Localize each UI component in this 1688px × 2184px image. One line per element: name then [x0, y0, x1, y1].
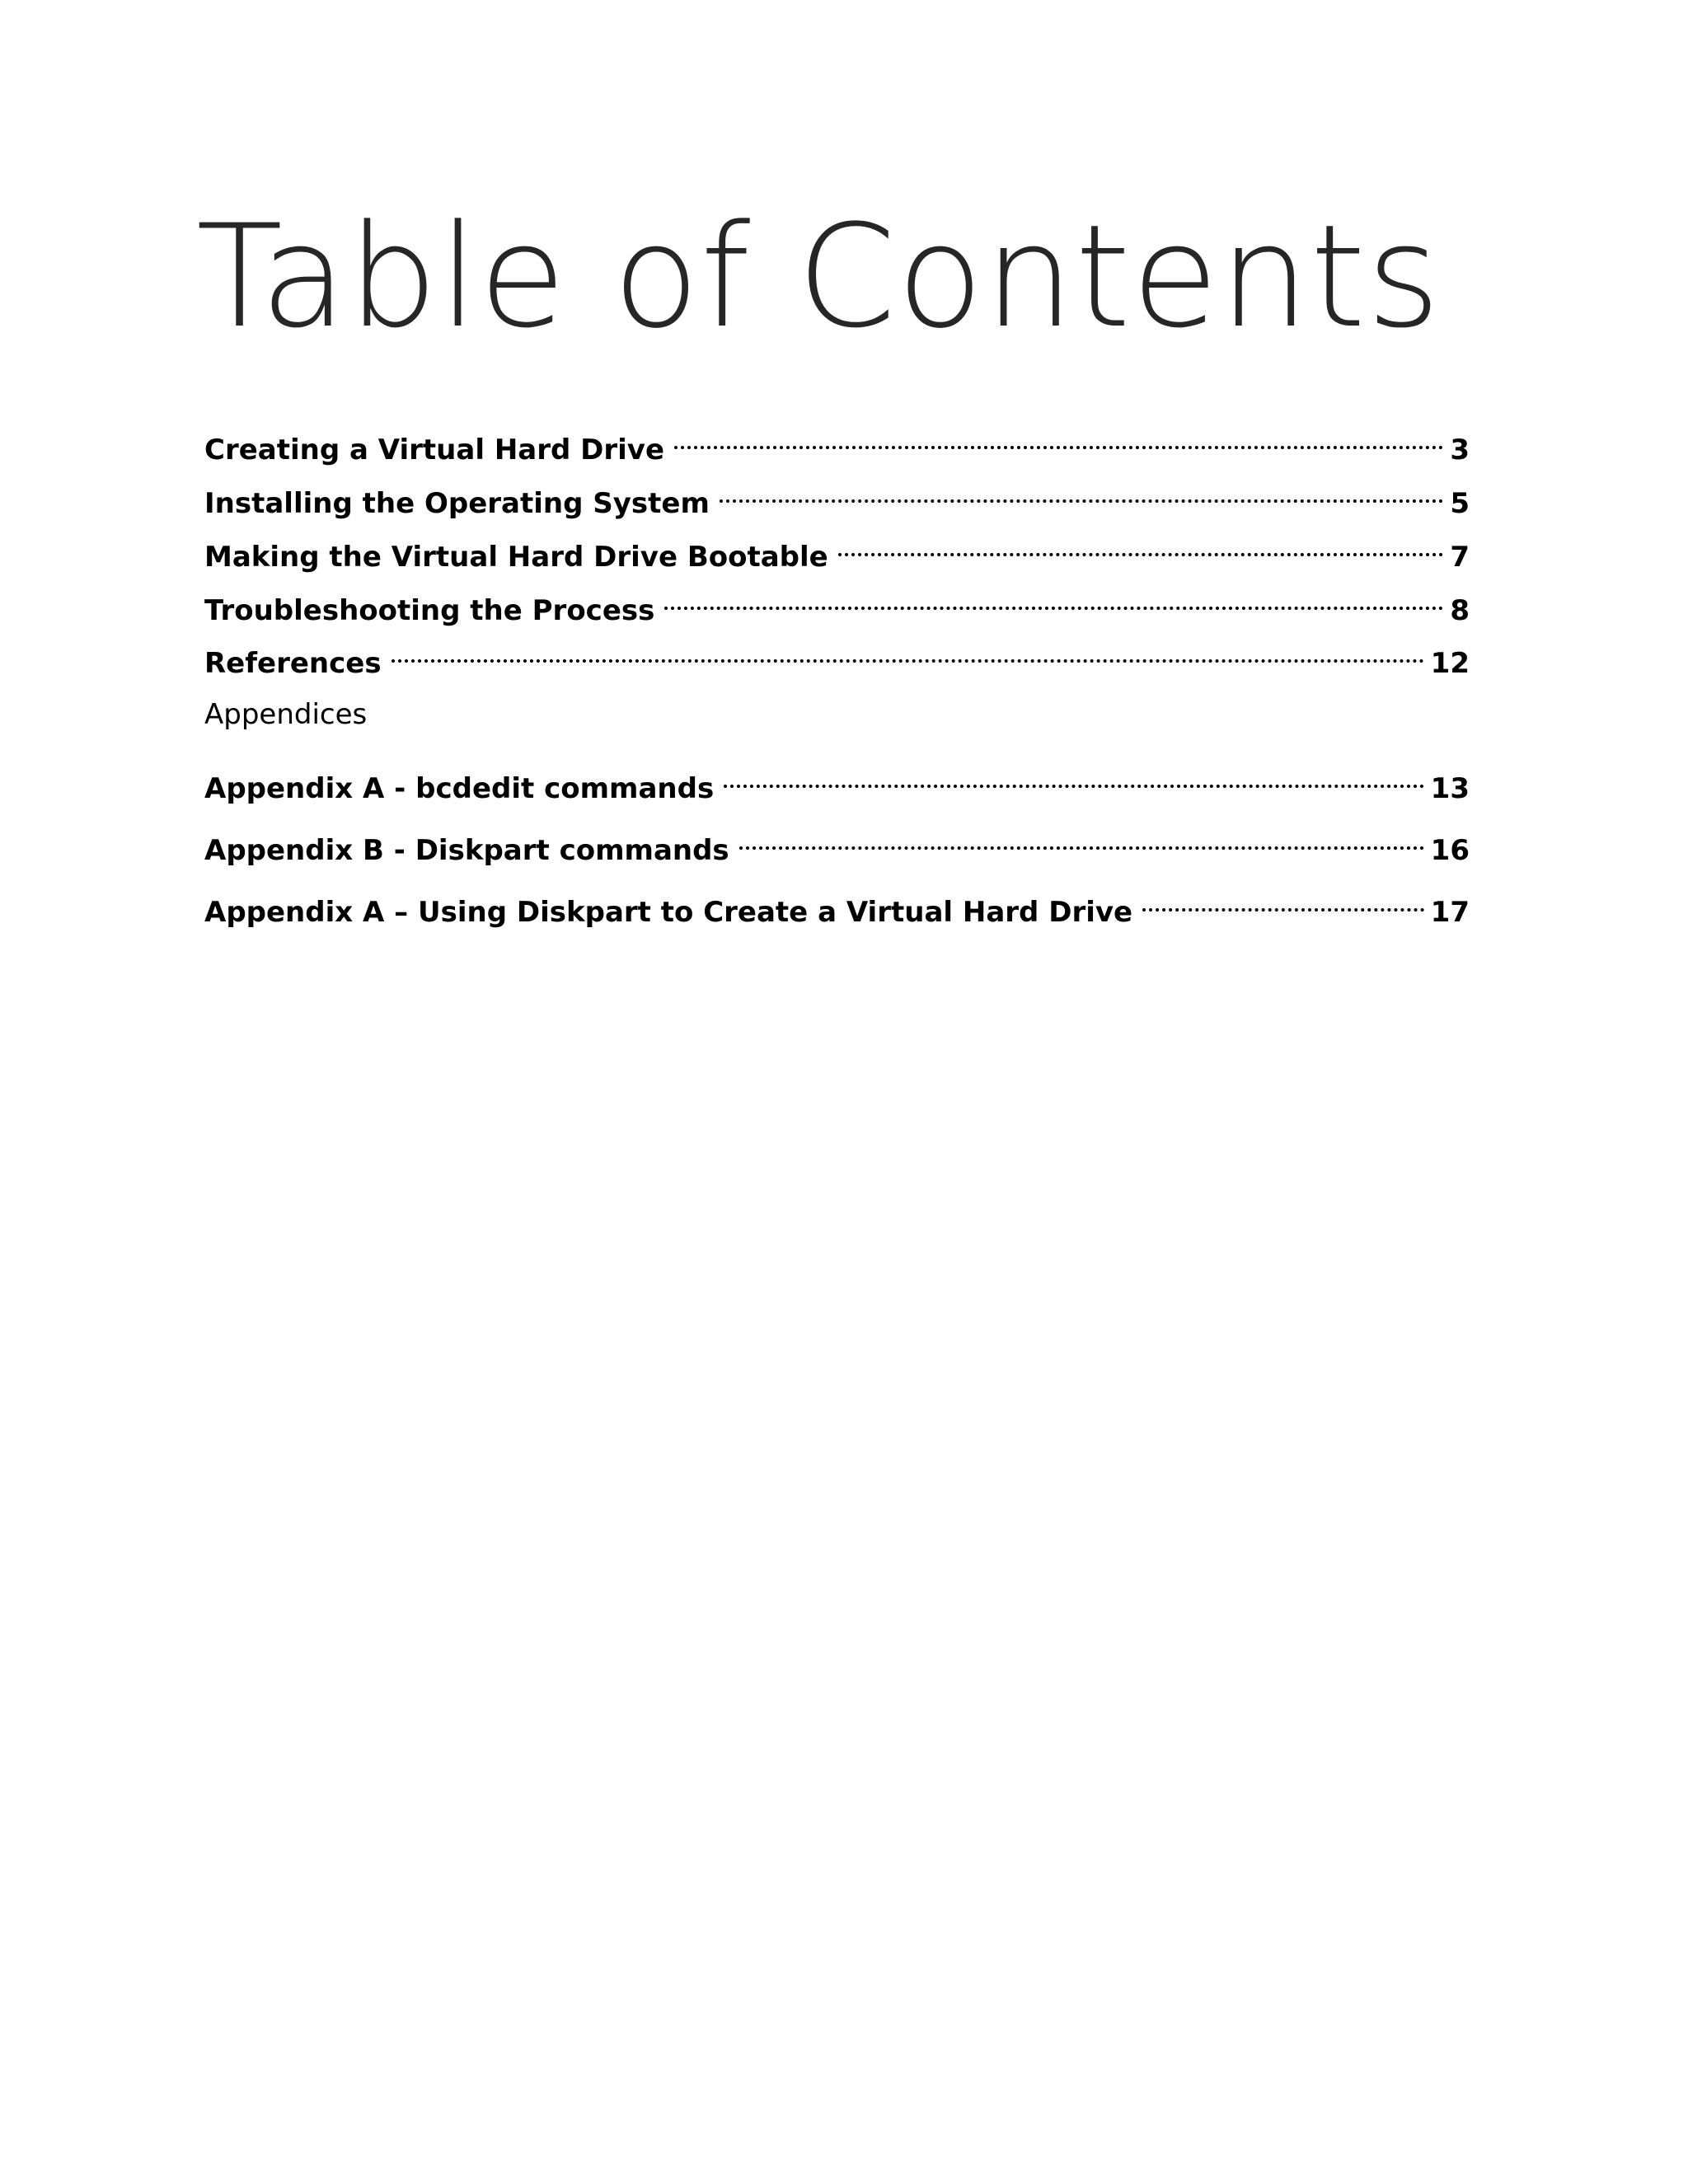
- dot-leader: [739, 818, 1424, 860]
- toc-entry[interactable]: [204, 418, 1470, 466]
- page-title: Table of Contents: [196, 194, 1442, 359]
- toc-entry-label: Appendix A - bcdedit commands: [204, 772, 715, 805]
- dot-leader: [392, 631, 1424, 673]
- toc-entry-label: Appendix B - Diskpart commands: [204, 834, 729, 867]
- appendices-heading: Appendices: [204, 698, 368, 731]
- dot-leader: [1142, 880, 1424, 921]
- toc-entry-page: 8: [1450, 594, 1470, 627]
- toc-entry-label: Creating a Virtual Hard Drive: [204, 434, 665, 466]
- toc-entry-page: 16: [1430, 834, 1470, 867]
- toc-entry[interactable]: [204, 579, 1470, 627]
- toc-entry[interactable]: [204, 757, 1470, 805]
- toc-entry[interactable]: [204, 525, 1470, 574]
- toc-entry-label: Installing the Operating System: [204, 487, 710, 520]
- dot-leader: [724, 757, 1423, 798]
- toc-entry[interactable]: [204, 471, 1470, 520]
- dot-leader: [674, 418, 1443, 459]
- dot-leader: [838, 525, 1444, 566]
- toc-entry[interactable]: [204, 880, 1470, 929]
- toc-entry-label: Troubleshooting the Process: [204, 594, 655, 627]
- toc-entry-label: References: [204, 647, 382, 680]
- toc-entry-page: 12: [1430, 647, 1470, 680]
- toc-entry-page: 5: [1450, 487, 1470, 520]
- toc-entry[interactable]: [204, 818, 1470, 867]
- toc-entry-page: 3: [1450, 434, 1470, 466]
- toc-entry-page: 7: [1450, 541, 1470, 574]
- dot-leader: [720, 471, 1443, 513]
- toc-entry-label: Making the Virtual Hard Drive Bootable: [204, 541, 828, 574]
- dot-leader: [664, 579, 1443, 620]
- toc-entry-page: 13: [1430, 772, 1470, 805]
- toc-entry-page: 17: [1430, 896, 1470, 929]
- toc-entry-label: Appendix A – Using Diskpart to Create a Virtual Hard Drive: [204, 896, 1133, 929]
- toc-entry[interactable]: [204, 631, 1470, 680]
